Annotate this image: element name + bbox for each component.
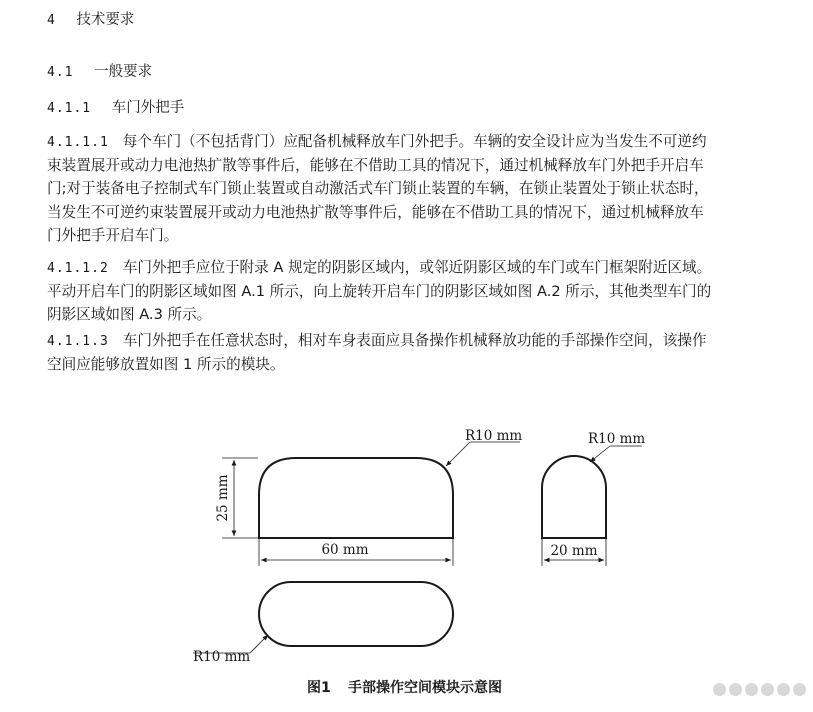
dot-icon — [729, 683, 742, 696]
paragraph-line: 4.1.1.1 每个车门（不包括背门）应配备机械释放车门外把手。车辆的安全设计应为当发生不可逆约 — [47, 133, 707, 150]
paragraph-line: 当发生不可逆约束装置展开或动力电池热扩散等事件后，能够在不借助工具的情况下，通过机械释放车 — [47, 203, 704, 221]
figure-number: 图1 — [307, 680, 331, 696]
arch-module-shape — [542, 456, 606, 538]
clause-number: 4.1.1 — [47, 101, 92, 116]
small-width-label: 20 mm — [550, 543, 598, 559]
stadium-module-shape — [259, 582, 453, 646]
paragraph-line: 4.1.1.2 车门外把手应位于附录 A 规定的阴影区域内，或邻近阴影区域的车门或车门框架附近区域。 — [47, 259, 712, 276]
paragraph-line: 4.1.1.3 车门外把手在任意状态时，相对车身表面应具备操作机械释放功能的手部操作空间，该操作 — [47, 332, 707, 349]
stadium-radius-leader — [250, 635, 268, 653]
paragraph-line: 门外把手开启车门。 — [47, 227, 179, 245]
dot-icon — [793, 683, 806, 696]
clause-title: 车门外把手 — [111, 100, 185, 116]
dot-icon — [713, 683, 726, 696]
paragraph-line: 阴影区域如图 A.3 所示。 — [47, 306, 212, 324]
paragraph-number: 4.1.1.1 — [47, 135, 109, 150]
arch-radius-leader — [590, 446, 610, 462]
height-label: 25 mm — [215, 474, 231, 522]
radius-label-1: R10 mm — [465, 428, 523, 444]
width-label: 60 mm — [321, 542, 369, 558]
dot-icon — [761, 683, 774, 696]
paragraph-number: 4.1.1.3 — [47, 334, 109, 349]
rounded-module-shape — [259, 458, 453, 538]
section-number: 4 — [47, 13, 56, 28]
dot-icon — [745, 683, 758, 696]
radius-label-2: R10 mm — [588, 431, 646, 447]
subsection-number: 4.1 — [47, 65, 74, 80]
section-title: 技术要求 — [76, 12, 135, 28]
paragraph-line: 门;对于装备电子控制式车门锁止装置或自动激活式车门锁止装置的车辆，在锁止装置处于锁止状态时， — [47, 180, 709, 198]
paragraph-line: 平动开启车门的阴影区域如图 A.1 所示，向上旋转开启车门的阴影区域如图 A.2 所示，其他类型车门的 — [47, 282, 712, 300]
paragraph-line: 空间应能够放置如图 1 所示的模块。 — [47, 355, 285, 373]
paragraph-line: 束装置展开或动力电池热扩散等事件后，能够在不借助工具的情况下，通过机械释放车门外把手开启车 — [47, 156, 704, 174]
dot-icon — [777, 683, 790, 696]
subsection-title: 一般要求 — [94, 64, 153, 80]
figure-title: 手部操作空间模块示意图 — [348, 680, 502, 696]
radius-label-3: R10 mm — [193, 649, 251, 665]
paragraph-number: 4.1.1.2 — [47, 261, 109, 276]
radius-leader-1 — [446, 442, 470, 466]
watermark-dots — [713, 683, 806, 696]
